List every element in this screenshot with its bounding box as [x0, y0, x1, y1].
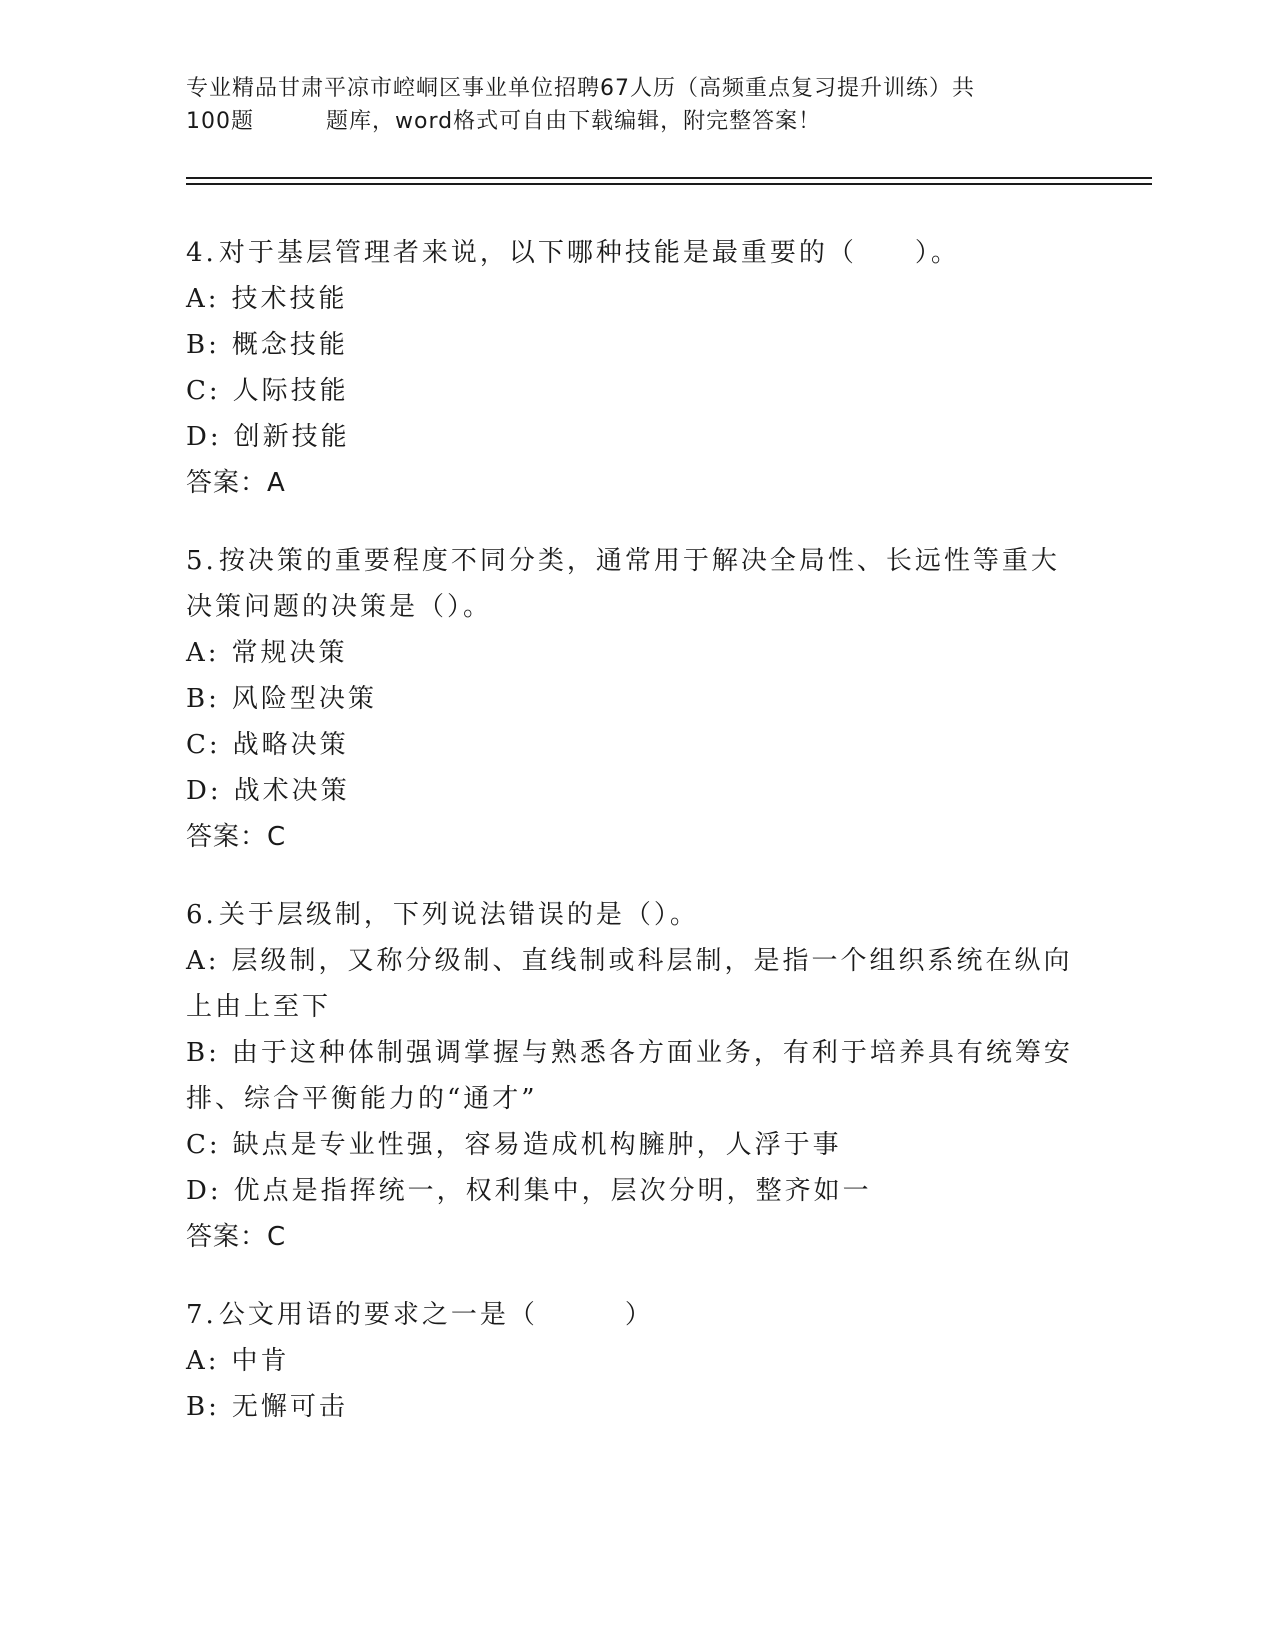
header-description: 题库，word格式可自由下载编辑，附完整答案！	[326, 109, 822, 134]
question-stem: 关于层级制，下列说法错误的是（）。	[218, 900, 699, 930]
option-text: 风险型决策	[231, 684, 377, 714]
question-stem: 公文用语的要求之一是（ ）	[218, 1300, 654, 1330]
header-title-line2	[186, 105, 1066, 138]
option-key: B:	[186, 684, 220, 714]
option-key: A:	[186, 638, 220, 668]
option-text: 由于这种体制强调掌握与熟悉各方面业务，有利于培养具有统筹安排、综合平衡能力的“通才”	[186, 1038, 1073, 1114]
option-key: D:	[186, 422, 222, 452]
option-key: D:	[186, 776, 222, 806]
option-b	[186, 1384, 1086, 1430]
option-key: D:	[186, 1176, 222, 1206]
question-text	[186, 892, 1086, 938]
option-text: 技术技能	[231, 284, 348, 314]
question-stem: 按决策的重要程度不同分类，通常用于解决全局性、长远性等重大决策问题的决策是（）。	[186, 546, 1060, 622]
option-key: C:	[186, 730, 221, 760]
answer-line: 答案：C	[186, 822, 287, 852]
option-text: 缺点是专业性强，容易造成机构臃肿，人浮于事	[232, 1130, 842, 1160]
option-text: 创新技能	[233, 422, 350, 452]
question-block	[186, 538, 1086, 860]
question-block	[186, 892, 1086, 1260]
option-key: B:	[186, 330, 220, 360]
option-c	[186, 722, 1086, 768]
question-number: 4.	[186, 238, 217, 268]
option-a	[186, 276, 1086, 322]
header-divider-bottom	[186, 183, 1152, 185]
option-a	[186, 938, 1086, 1030]
option-key: A:	[186, 946, 220, 976]
option-b	[186, 676, 1086, 722]
option-text: 常规决策	[231, 638, 348, 668]
question-text	[186, 1292, 1086, 1338]
option-a	[186, 630, 1086, 676]
option-d	[186, 768, 1086, 814]
option-c	[186, 368, 1086, 414]
question-block	[186, 230, 1086, 506]
header-question-count: 100题	[186, 109, 254, 134]
header-divider-top	[186, 177, 1152, 179]
answer-line: 答案：A	[186, 468, 286, 498]
question-block	[186, 1292, 1086, 1430]
question-text	[186, 230, 1086, 276]
option-b	[186, 1030, 1086, 1122]
question-number: 6.	[186, 900, 217, 930]
option-text: 战略决策	[232, 730, 349, 760]
option-key: B:	[186, 1038, 220, 1068]
question-number: 7.	[186, 1300, 217, 1330]
question-text	[186, 538, 1086, 630]
option-key: B:	[186, 1392, 220, 1422]
option-d	[186, 1168, 1086, 1214]
option-key: C:	[186, 1130, 221, 1160]
option-key: A:	[186, 1346, 220, 1376]
option-c	[186, 1122, 1086, 1168]
option-d	[186, 414, 1086, 460]
option-text: 概念技能	[231, 330, 348, 360]
option-text: 优点是指挥统一，权利集中，层次分明，整齐如一	[233, 1176, 872, 1206]
option-key: C:	[186, 376, 221, 406]
document-header	[186, 72, 1066, 138]
question-list	[186, 230, 1086, 1462]
option-key: A:	[186, 284, 220, 314]
header-title-line1: 专业精品甘肃平凉市崆峒区事业单位招聘67人历（高频重点复习提升训练）共	[186, 76, 975, 101]
option-b	[186, 322, 1086, 368]
option-a	[186, 1338, 1086, 1384]
answer-line: 答案：C	[186, 1222, 287, 1252]
question-number: 5.	[186, 546, 217, 576]
option-text: 层级制，又称分级制、直线制或科层制，是指一个组织系统在纵向上由上至下	[186, 946, 1073, 1022]
option-text: 无懈可击	[231, 1392, 348, 1422]
option-text: 中肯	[231, 1346, 290, 1376]
question-stem: 对于基层管理者来说，以下哪种技能是最重要的（ ）。	[218, 238, 960, 268]
option-text: 人际技能	[232, 376, 349, 406]
option-text: 战术决策	[233, 776, 350, 806]
